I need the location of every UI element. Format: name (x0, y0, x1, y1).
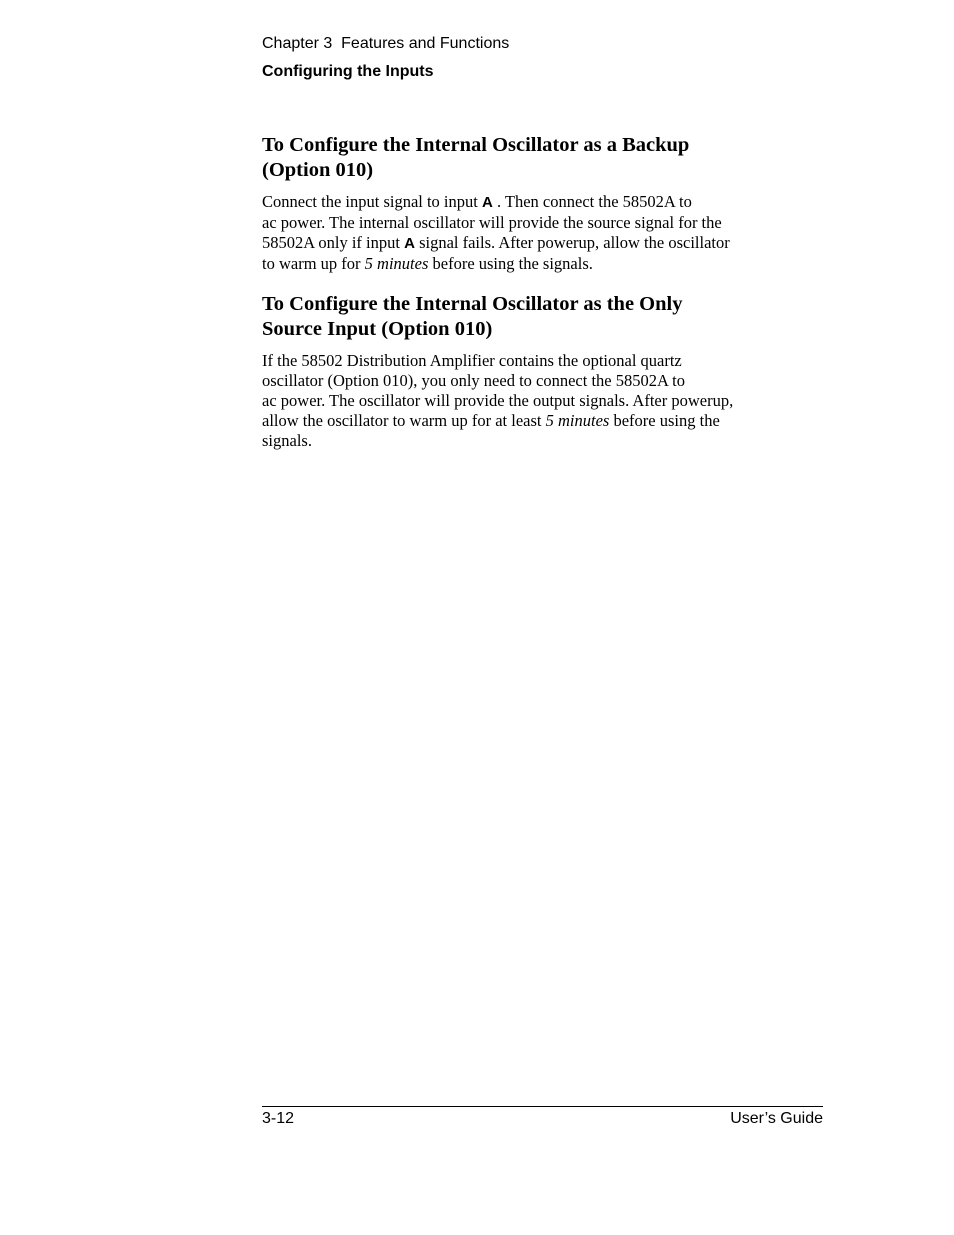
backup-paragraph (262, 192, 824, 274)
backup-text: ac power. The internal oscillator will provide the source signal for the (262, 213, 722, 232)
page-content (262, 133, 824, 451)
page-number: 3-12 (262, 1110, 295, 1127)
warmup-time: 5 minutes (545, 411, 610, 430)
backup-text: . Then connect the 58502A to (492, 192, 692, 211)
only-source-text: oscillator (Option 010), you only need to connect the 58502A to (262, 371, 685, 390)
guide-title: User’s Guide (730, 1110, 823, 1127)
backup-text: before using the signals. (428, 254, 593, 273)
only-source-text: signals. (262, 431, 312, 450)
backup-text: to warm up for (262, 254, 365, 273)
backup-heading (262, 133, 824, 183)
only-source-paragraph (262, 351, 824, 451)
warmup-time: 5 minutes (364, 254, 429, 273)
only-source-heading-line2: Source Input (Option 010) (262, 318, 493, 340)
input-a-label: A (481, 194, 493, 211)
only-source-heading-line1: To Configure the Internal Oscillator as the Only (262, 293, 683, 315)
footer-divider (262, 1106, 823, 1107)
backup-text: Connect the input signal to input (262, 192, 482, 211)
only-source-text: If the 58502 Distribution Amplifier contains the optional quartz (262, 351, 682, 370)
backup-text: signal fails. After powerup, allow the oscillator (414, 233, 730, 252)
section-header: Configuring the Inputs (262, 63, 434, 80)
only-source-text: ac power. The oscillator will provide the output signals. After powerup, (262, 391, 734, 410)
input-a-label: A (404, 235, 415, 252)
backup-heading-line2: (Option 010) (262, 159, 374, 181)
only-source-text: before using the (609, 411, 720, 430)
only-source-text: allow the oscillator to warm up for at least (262, 411, 546, 430)
backup-heading-line1: To Configure the Internal Oscillator as a Backup (262, 134, 690, 156)
only-source-heading (262, 292, 824, 342)
chapter-header: Chapter 3 Features and Functions (262, 35, 510, 52)
backup-text: 58502A only if input (262, 233, 405, 252)
